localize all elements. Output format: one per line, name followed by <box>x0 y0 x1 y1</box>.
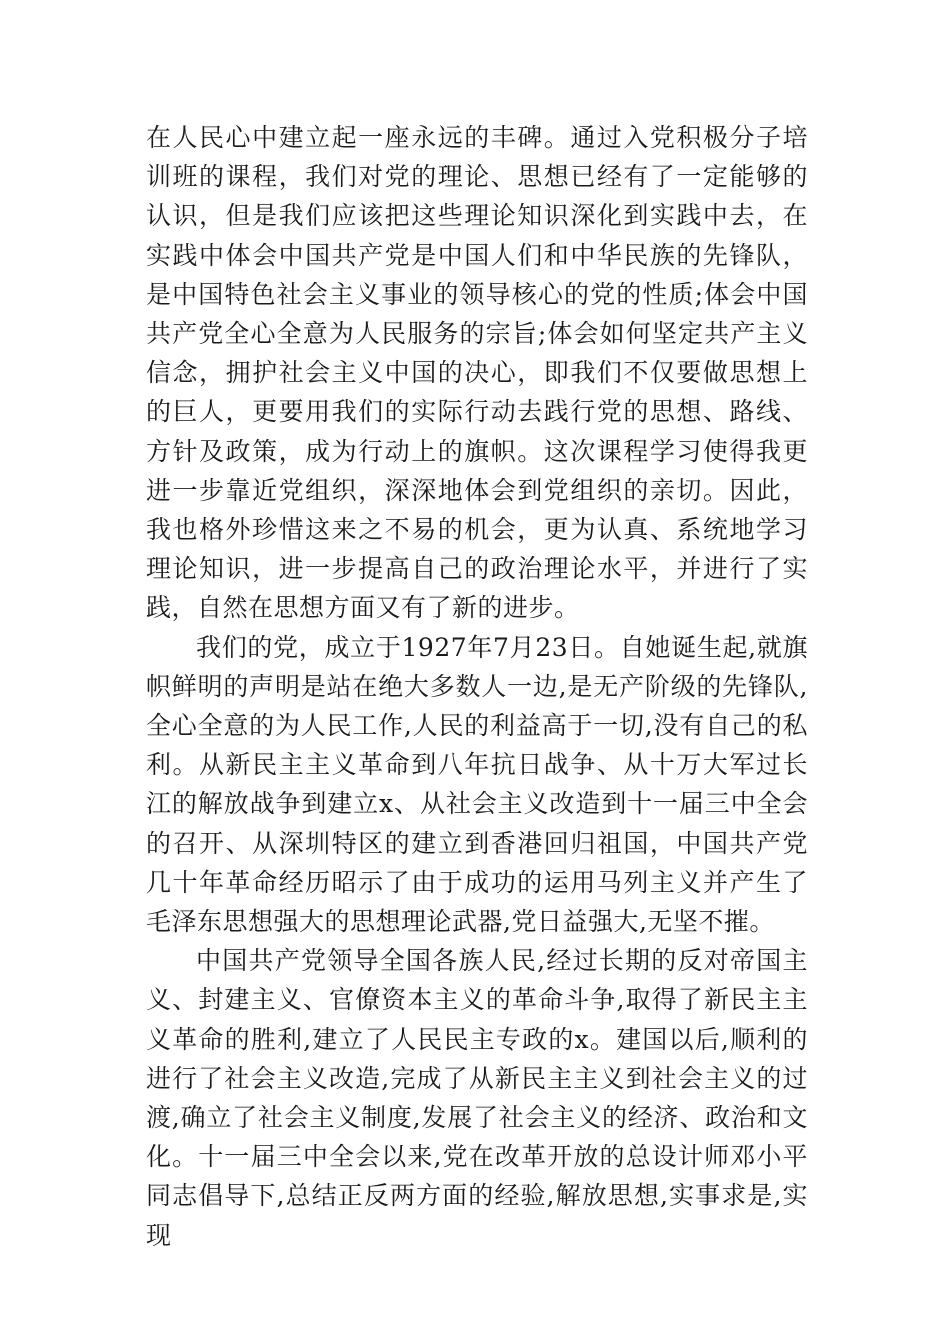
paragraph-2: 我们的党，成立于1927年7月23日。自她诞生起,就旗帜鲜明的声明是站在绝大多数人一边,是无产阶级的先锋队,全心全意的为人民工作,人民的利益高于一切,没有自己的私利。从新民主主义革命到八年抗日战争、从十万大军过长江的解放战争到建立x、从社会主义改造到十一届三中全会的召开、从深圳特区的建立到香港回归祖国，中国共产党几十年革命经历昭示了由于成功的运用马列主义并产生了毛泽东思想强大的思想理论武器,党日益强大,无坚不摧。 <box>146 632 808 937</box>
document-body <box>146 118 808 1255</box>
paragraph-1: 在人民心中建立起一座永远的丰碑。通过入党积极分子培训班的课程，我们对党的理论、思想已经有了一定能够的认识，但是我们应该把这些理论知识深化到实践中去，在实践中体会中国共产党是中国人们和中华民族的先锋队，是中国特色社会主义事业的领导核心的党的性质;体会中国共产党全心全意为人民服务的宗旨;体会如何坚定共产主义信念，拥护社会主义中国的决心，即我们不仅要做思想上的巨人，更要用我们的实际行动去践行党的思想、路线、方针及政策，成为行动上的旗帜。这次课程学习使得我更进一步靠近党组织，深深地体会到党组织的亲切。因此，我也格外珍惜这来之不易的机会，更为认真、系统地学习理论知识，进一步提高自己的政治理论水平，并进行了实践，自然在思想方面又有了新的进步。 <box>146 123 808 623</box>
paragraph-3: 中国共产党领导全国各族人民,经过长期的反对帝国主义、封建主义、官僚资本主义的革命斗争,取得了新民主主义革命的胜利,建立了人民民主专政的x。建国以后,顺利的进行了社会主义改造,完成了从新民主主义到社会主义的过渡,确立了社会主义制度,发展了社会主义的经济、政治和文化。十一届三中全会以来,党在改革开放的总设计师邓小平同志倡导下,总结正反两方面的经验,解放思想,实事求是,实现 <box>146 946 808 1250</box>
